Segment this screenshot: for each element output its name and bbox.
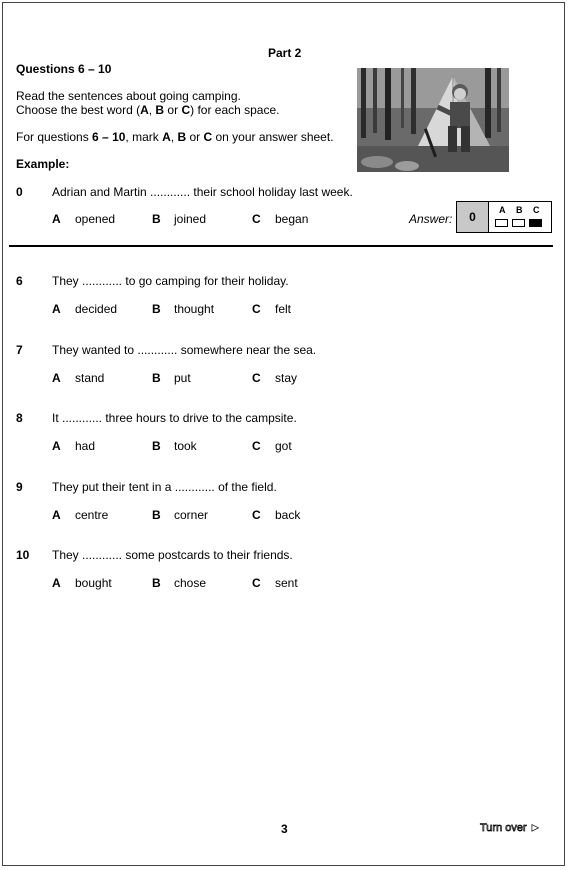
example-option-b-text: joined [174,212,207,226]
option-letter-a: A [52,302,61,316]
answer-number: 0 [457,202,489,232]
turn-over-label: Turn over ► [480,822,541,834]
answer-cell-b [512,219,525,227]
option-text-c: back [275,508,301,522]
part-title: Part 2 [268,46,302,60]
option-letter-c: C [252,371,261,385]
option-letter-c: C [252,576,261,590]
option-text-b: corner [174,508,209,522]
camping-photo [357,68,509,172]
option-letter-b: B [152,302,161,316]
option-text-b: chose [174,576,207,590]
option-text-a: bought [75,576,112,590]
option-letter-b: B [152,439,161,453]
option-text-c: stay [275,371,298,385]
question-text: They wanted to ............ somewhere near the sea. [52,343,317,357]
question-text: They ............ some postcards to their friends. [52,548,293,562]
question-number: 8 [16,411,23,425]
answer-box [456,201,552,233]
option-letter-c: C [252,508,261,522]
example-option-b: B [152,212,161,226]
example-option-a: A [52,212,61,226]
section-divider [9,245,553,247]
instruction-line-3: For questions 6 – 10, mark A, B or C on your answer sheet. [16,130,334,144]
option-letter-c: C [252,439,261,453]
example-label: Example: [16,157,70,171]
answer-grid [489,202,551,232]
questions-title: Questions 6 – 10 [16,62,112,76]
question-text: It ............ three hours to drive to the campsite. [52,411,297,425]
option-letter-a: A [52,576,61,590]
option-letter-a: A [52,508,61,522]
instruction-line-2: Choose the best word (A, B or C) for each space. [16,103,280,117]
example-number: 0 [16,185,23,199]
example-text: Adrian and Martin ............ their school holiday last week. [52,185,353,199]
option-text-b: thought [174,302,215,316]
option-letter-b: B [152,508,161,522]
option-text-a: had [75,439,96,453]
example-option-c-text: began [275,212,309,226]
option-letter-b: B [152,576,161,590]
option-text-b: put [174,371,191,385]
answer-letter-a: A [499,205,506,215]
option-text-a: stand [75,371,105,385]
question-number: 7 [16,343,23,357]
option-letter-a: A [52,439,61,453]
example-option-a-text: opened [75,212,116,226]
question-text: They put their tent in a ............ of the field. [52,480,277,494]
option-letter-a: A [52,371,61,385]
option-text-c: sent [275,576,298,590]
answer-label: Answer: [409,212,453,226]
question-number: 9 [16,480,23,494]
option-letter-b: B [152,371,161,385]
option-text-c: got [275,439,292,453]
example-option-c: C [252,212,261,226]
question-number: 6 [16,274,23,288]
instruction-line-1: Read the sentences about going camping. [16,89,241,103]
answer-cell-c [529,219,542,227]
page-number: 3 [281,822,288,836]
option-text-c: felt [275,302,292,316]
question-text: They ............ to go camping for their holiday. [52,274,289,288]
answer-cell-a [495,219,508,227]
option-letter-c: C [252,302,261,316]
option-text-a: decided [75,302,118,316]
question-number: 10 [16,548,30,562]
answer-letter-c: C [533,205,540,215]
answer-letter-b: B [516,205,523,215]
option-text-a: centre [75,508,109,522]
option-text-b: took [174,439,197,453]
